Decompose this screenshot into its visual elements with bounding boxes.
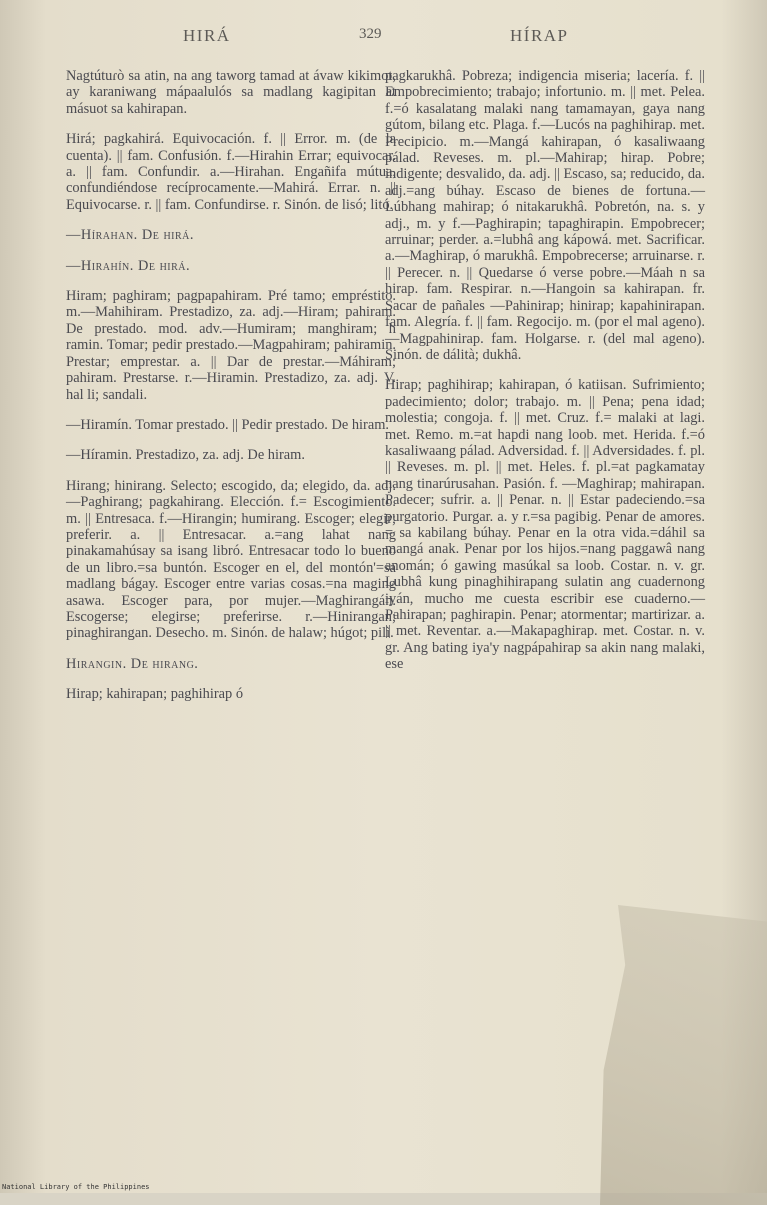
entry-hirang: Hirang; hinirang. Selecto; escogido, da; elegido, da. adj.—Paghirang; pagkahirang. Elección. f.= Escogimiento. m. || Entresaca. f.—Hirangin; humirang. Escoger; elegir; preferir. a. || Entresacar. a.=ang lahat nang pinakamahúsay sa isang libró. Entresacar todo lo bueno de un libro.=sa buntón. Escoger en el, del montón'=sa madlang bágay. Escoger entre varias cosas.=na maging asawa. Escoger para, por mujer.—Maghirangán. Escogerse; elegirse; preferirse. r.—Hinirangan; pinaghirangan. Desecho. m. Sinón. de halaw; húgot; pilì. xyxy=(66,477,396,642)
subentry-hirahin: —Hirahín. De hirá. xyxy=(66,257,191,274)
torn-corner xyxy=(600,905,767,1205)
right-column xyxy=(385,68,705,673)
subentry-hiramin-2: —Híramin. Prestadizo, za. adj. De hiram. xyxy=(66,447,305,464)
page-number: 329 xyxy=(359,26,382,42)
entry-hiram: Hiram; paghiram; pagpapahiram. Pré tamo; empréstito. m.—Mahihiram. Prestadizo, za. adj.—Hiram; pahiram. De prestado. mod. adv.—Humiram; manghiram; h ramin. Tomar; pedir prestado.—Magpahiram; pahiramin. Prestar; emprestar. a. || Dar de prestar.—Máhiram; pahiram. Prestarse. r.—Hiramin. Prestadizo, za. adj. V. hal li; sandali. xyxy=(66,288,396,403)
entry-hirap-continued: pagkarukhâ. Pobreza; indigencia miseria; lacería. f. || Empobrecimiento; trabajo; infortunio. m. || met. Pelea. f.=ó kasalatang malaki nang tamamayan, gaya nang gútom, bilang etc. Plaga. f.—Lucós na paghihirap. met. Precipicio. m.—Mangá kahirapan, ó kasaliwaang pálad. Reveses. m. pl.—Mahirap; hirap. Pobre; indigente; desvalido, da. adj. || Escaso, sa; reducido, da. adj.=ang búhay. Escaso de bienes de fortuna.—Lúbhang mahirap; ó nitakarukhâ. Pobretón, na. s. y adj., m. y f.—Paghirapin; tapaghirapin. Empobrecer; arruinar; perder. a.=lubhâ ang kápowá. met. Sacrificar. a.—Maghirap, ó marukhâ. Empobrecerse; arruinarse. r. || Perecer. n. || Quedarse ó verse pobre.—Máah n sa hirap. fam. Respirar. n.—Hangoin sa kahirapan. fr. Sacar de pañales —Pahinirap; hinirap; kapahinirapan. fam. Alegría. f. || fam. Regocijo. m. (por el mal ageno).—Magpahinirap. fam. Holgarse. r. (del mal ageno). Sinón. de dálità; dukhâ. xyxy=(385,68,705,363)
subentry-hirangin: Hirangin. De hirang. xyxy=(66,655,199,672)
entry-paragraph: Nagtútuɾò sa atin, na ang taworg tamad at ávaw kikimot, ay karaniwang mápaalulós sa madlang kagipitan at másuot sa kahirapan. xyxy=(66,68,396,117)
footer-credit: National Library of the Philippines xyxy=(2,1183,150,1191)
running-head-left: HIRÁ xyxy=(183,26,231,45)
entry-hira: Hirá; pagkahirá. Equivocación. f. || Error. m. (de la cuenta). || fam. Confusión. f.—Hirahin Errar; equivocar. a. || fam. Confundir. a.—Hirahan. Engañifa mútua, confundiéndose recíprocamente.—Mahirá. Errar. n. || Equivocarse. r. || fam. Confundirse. r. Sinón. de lisó; litó. xyxy=(66,131,396,213)
running-head-right: HÍRAP xyxy=(510,26,569,45)
left-column xyxy=(66,68,396,703)
subentry-hiramin-1: —Hiramín. Tomar prestado. || Pedir prestado. De hiram. xyxy=(66,416,390,433)
subentry-hirahan: —Hírahan. De hirá. xyxy=(66,227,195,244)
entry-hirap-2: Hirap; paghihirap; kahirapan, ó katiisan. Sufrimiento; padecimiento; dolor; trabajo. m. || Pena; pena idad; molestia; congoja. f. || met. Cruz. f.= malaki at lagi. met. Remo. m.=at hapdi nang loob. met. Herida. f.=ó kasaliwaang pálad. Adversidad. f. || Adversidades. f. pl. || Reveses. m. pl. || met. Heles. f. pl.=at pagkamatay nang tinarúrusahan. Pasión. f. —Maghirap; mahirapan. Padecer; sufrir. a. || Penar. n. || Estar padeciendo.=sa purgatorio. Purgar. a. y r.=sa pagibig. Penar de amores. = sa kabilang búhay. Penar en la otra vida.=dáhil sa mangá anak. Penar por los hijos.=nang paggawâ nang anomán; ó gawing masúkal sa loob. Costar. n. v. gr. Lubhâ kung pinaghihirapang sulatin ang cuadernong iyán, mucho me cuesta escribir ese cuaderno.—Pahirapan; paghirapin. Penar; atormentar; martirizar. a. || met. Reventar. a.—Makapaghirap. met. Costar. n. v. gr. Ang bating iya'y nagpápahirap sa akin nang malaki, ese xyxy=(385,377,705,673)
entry-hirap-start: Hirap; kahirapan; paghihirap ó xyxy=(66,686,244,703)
